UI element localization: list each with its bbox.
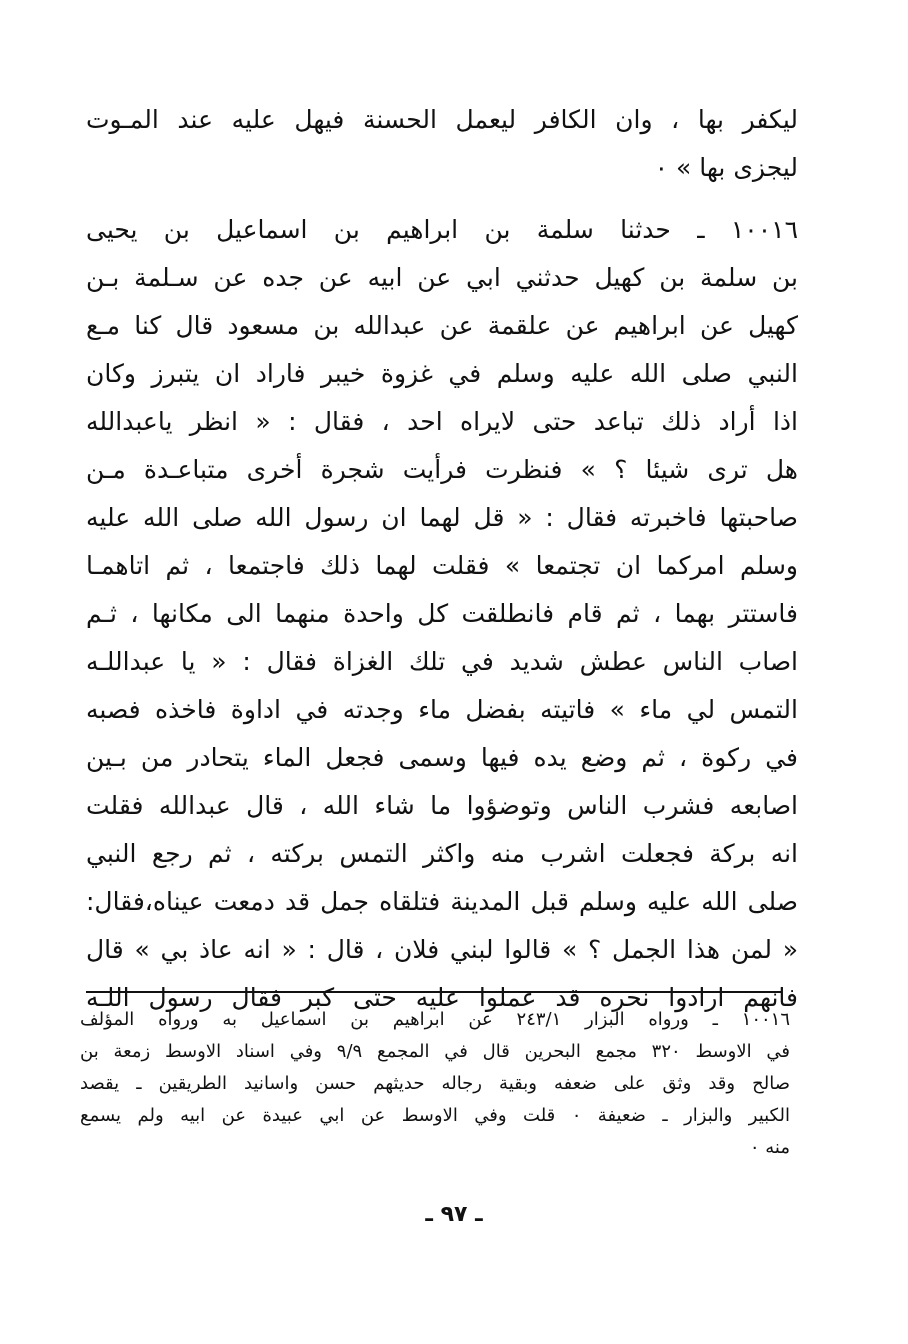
text-line: فاستتر بهما ، ثم قام فانطلقت كل واحدة منهما الى مكانها ، ثـم [86,599,798,628]
text-line: النبي صلى الله عليه وسلم في غزوة خيبر فاراد ان يتبرز وكان [86,359,798,388]
text-line: اذا أراد ذلك تباعد حتى لايراه احد ، فقال : « انظر ياعبدالله [86,407,798,436]
text-line: اصابعه فشرب الناس وتوضؤوا ما شاء الله ، قال عبدالله فقلت [86,791,798,820]
text-line: ليجزى بها » ٠ [654,153,798,182]
footnote-line: الكبير والبزار ـ ضعيفة ٠ قلت وفي الاوسط عن ابي عبيدة عن ابيه ولم يسمع [80,1105,790,1126]
text-line: انه بركة فجعلت اشرب منه واكثر التمس بركته ، ثم رجع النبي [86,839,798,868]
footnote-block [80,1004,790,1164]
text-line: في ركوة ، ثم وضع يده فيها وسمى فجعل الماء يتحادر من بـين [86,743,798,772]
text-line: وسلم امركما ان تجتمعا » فقلت لهما ذلك فاجتمعا ، ثم اتاهمـا [86,551,798,580]
text-line: صلى الله عليه وسلم قبل المدينة فتلقاه جمل قد دمعت عيناه،فقال: [86,887,798,916]
text-line: فانهم ارادوا نحره قد عملوا عليه حتى كبر فقال رسول اللـه [86,983,798,1012]
text-line: بن سلمة بن كهيل حدثني ابي عن ابيه عن جده عن سـلمة بـن [86,263,798,292]
text-line: هل ترى شيئا ؟ » فنظرت فرأيت شجرة أخرى متباعـدة مـن [86,455,798,484]
text-line: « لمن هذا الجمل ؟ » قالوا لبني فلان ، قال : « انه عاذ بي » قال [86,935,798,964]
paragraph-hadith-10016 [86,206,798,1022]
paragraph-1 [86,96,798,192]
text-line: ليكفر بها ، وان الكافر ليعمل الحسنة فيهل عليه عند المـوت [86,105,798,134]
text-line: صاحبتها فاخبرته فقال : « قل لهما ان رسول الله صلى الله عليه [86,503,798,532]
footnote-line: صالح وقد وثق على ضعفه وبقية رجاله حديثهم حسن واسانيد الطريقين ـ يقصد [80,1073,790,1094]
text-line: ١٠٠١٦ ـ حدثنا سلمة بن ابراهيم بن اسماعيل بن يحيى [86,215,798,244]
page-number: ـ ٩٧ ـ [425,1202,483,1227]
text-line: اصاب الناس عطش شديد في تلك الغزاة فقال : « يا عبداللـه [86,647,798,676]
main-text [86,96,798,1022]
footnote-line: منه ٠ [749,1137,790,1158]
footnote-line: ١٠٠١٦ ـ ورواه البزار ٢٤٣/١ عن ابراهيم بن اسماعيل به ورواه المؤلف [80,1009,790,1030]
text-line: التمس لي ماء » فاتيته بفضل ماء وجدته في اداوة فاخذه فصبه [86,695,798,724]
footnote-divider [86,991,782,993]
text-line: كهيل عن ابراهيم عن علقمة عن عبدالله بن مسعود قال كنا مـع [86,311,798,340]
footnote-line: في الاوسط ٣٢٠ مجمع البحرين قال في المجمع ٩/٩ وفي اسناد الاوسط زمعة بن [80,1041,790,1062]
